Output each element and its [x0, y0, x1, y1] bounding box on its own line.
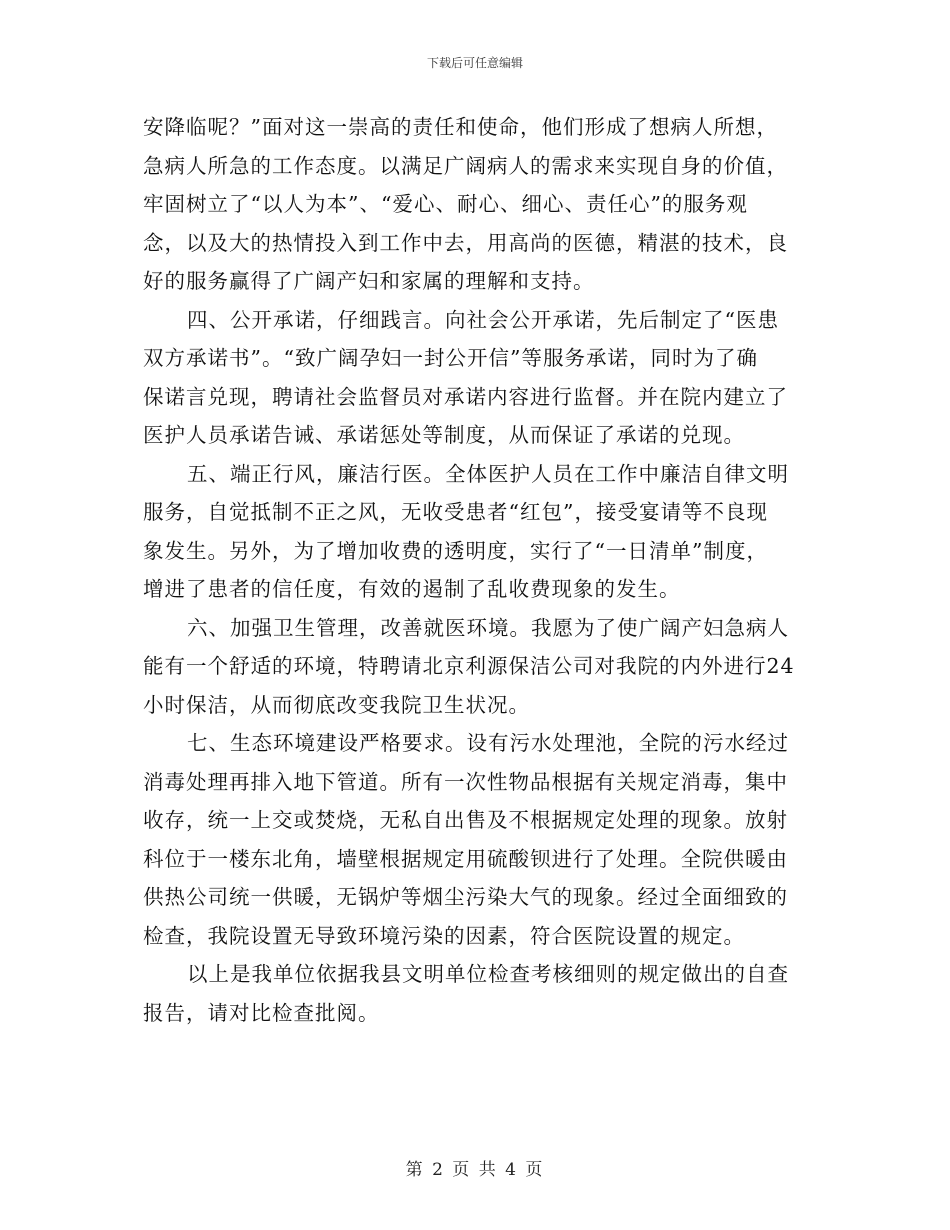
paragraph-line: 象发生。另外，为了增加收费的透明度，实行了“一日清单”制度， [143, 538, 768, 563]
paragraph-line: 牢固树立了“以人为本”、“爱心、耐心、细心、责任心”的服务观 [143, 192, 748, 216]
paragraph-line: 好的服务赢得了广阔产妇和家属的理解和支持。 [143, 269, 595, 293]
paragraph-line: 供热公司统一供暖，无锅炉等烟尘污染大气的现象。经过全面细致的 [143, 885, 788, 909]
paragraph-line: 五、端正行风，廉洁行医。全体医护人员在工作中廉洁自律文明 [187, 461, 789, 486]
paragraph-line: 六、加强卫生管理，改善就医环境。我愿为了使广阔产妇急病人 [187, 615, 789, 640]
paragraph-line: 安降临呢？”面对这一崇高的责任和使命，他们形成了想病人所想， [143, 115, 778, 139]
paragraph-line: 保诺言兑现，聘请社会监督员对承诺内容进行监督。并在院内建立了 [143, 384, 788, 409]
paragraph-line: 服务，自觉抵制不正之风，无收受患者“红包”，接受宴请等不良现 [143, 500, 768, 524]
paragraph-line: 四、公开承诺，仔细践言。向社会公开承诺，先后制定了“医患 [187, 307, 779, 332]
paragraph-line: 以上是我单位依据我县文明单位检查考核细则的规定做出的自查 [187, 962, 789, 986]
page-footer: 第 2 页 共 4 页 [405, 1160, 545, 1180]
paragraph-line: 报告，请对比检查批阅。 [143, 1000, 380, 1025]
paragraph-line: 检查，我院设置无导致环境污染的因素，符合医院设置的规定。 [143, 923, 745, 948]
paragraph-line: 增进了患者的信任度，有效的遏制了乱收费现象的发生。 [143, 577, 681, 601]
paragraph-line: 急病人所急的工作态度。以满足广阔病人的需求来实现自身的价值， [143, 153, 788, 178]
paragraph-line: 小时保洁，从而彻底改变我院卫生状况。 [143, 692, 530, 717]
paragraph-line: 双方承诺书”。“致广阔孕妇一封公开信”等服务承诺，同时为了确 [143, 346, 758, 370]
paragraph-line: 医护人员承诺告诫、承诺惩处等制度，从而保证了承诺的兑现。 [143, 423, 745, 447]
document-body [143, 108, 801, 1032]
paragraph-line: 消毒处理再排入地下管道。所有一次性物品根据有关规定消毒，集中 [143, 769, 788, 794]
paragraph-line: 念，以及大的热情投入到工作中去，用高尚的医德，精湛的技术，良 [143, 230, 788, 255]
paragraph-line: 收存，统一上交或焚烧，无私自出售及不根据规定处理的现象。放射 [143, 808, 788, 832]
page-header: 下载后可任意编辑 [426, 56, 523, 70]
paragraph-line: 能有一个舒适的环境，特聘请北京利源保洁公司对我院的内外进行24 [143, 654, 795, 678]
paragraph-line: 七、生态环境建设严格要求。设有污水处理池，全院的污水经过 [187, 731, 789, 755]
paragraph-line: 科位于一楼东北角，墙壁根据规定用硫酸钡进行了处理。全院供暖由 [143, 846, 788, 871]
